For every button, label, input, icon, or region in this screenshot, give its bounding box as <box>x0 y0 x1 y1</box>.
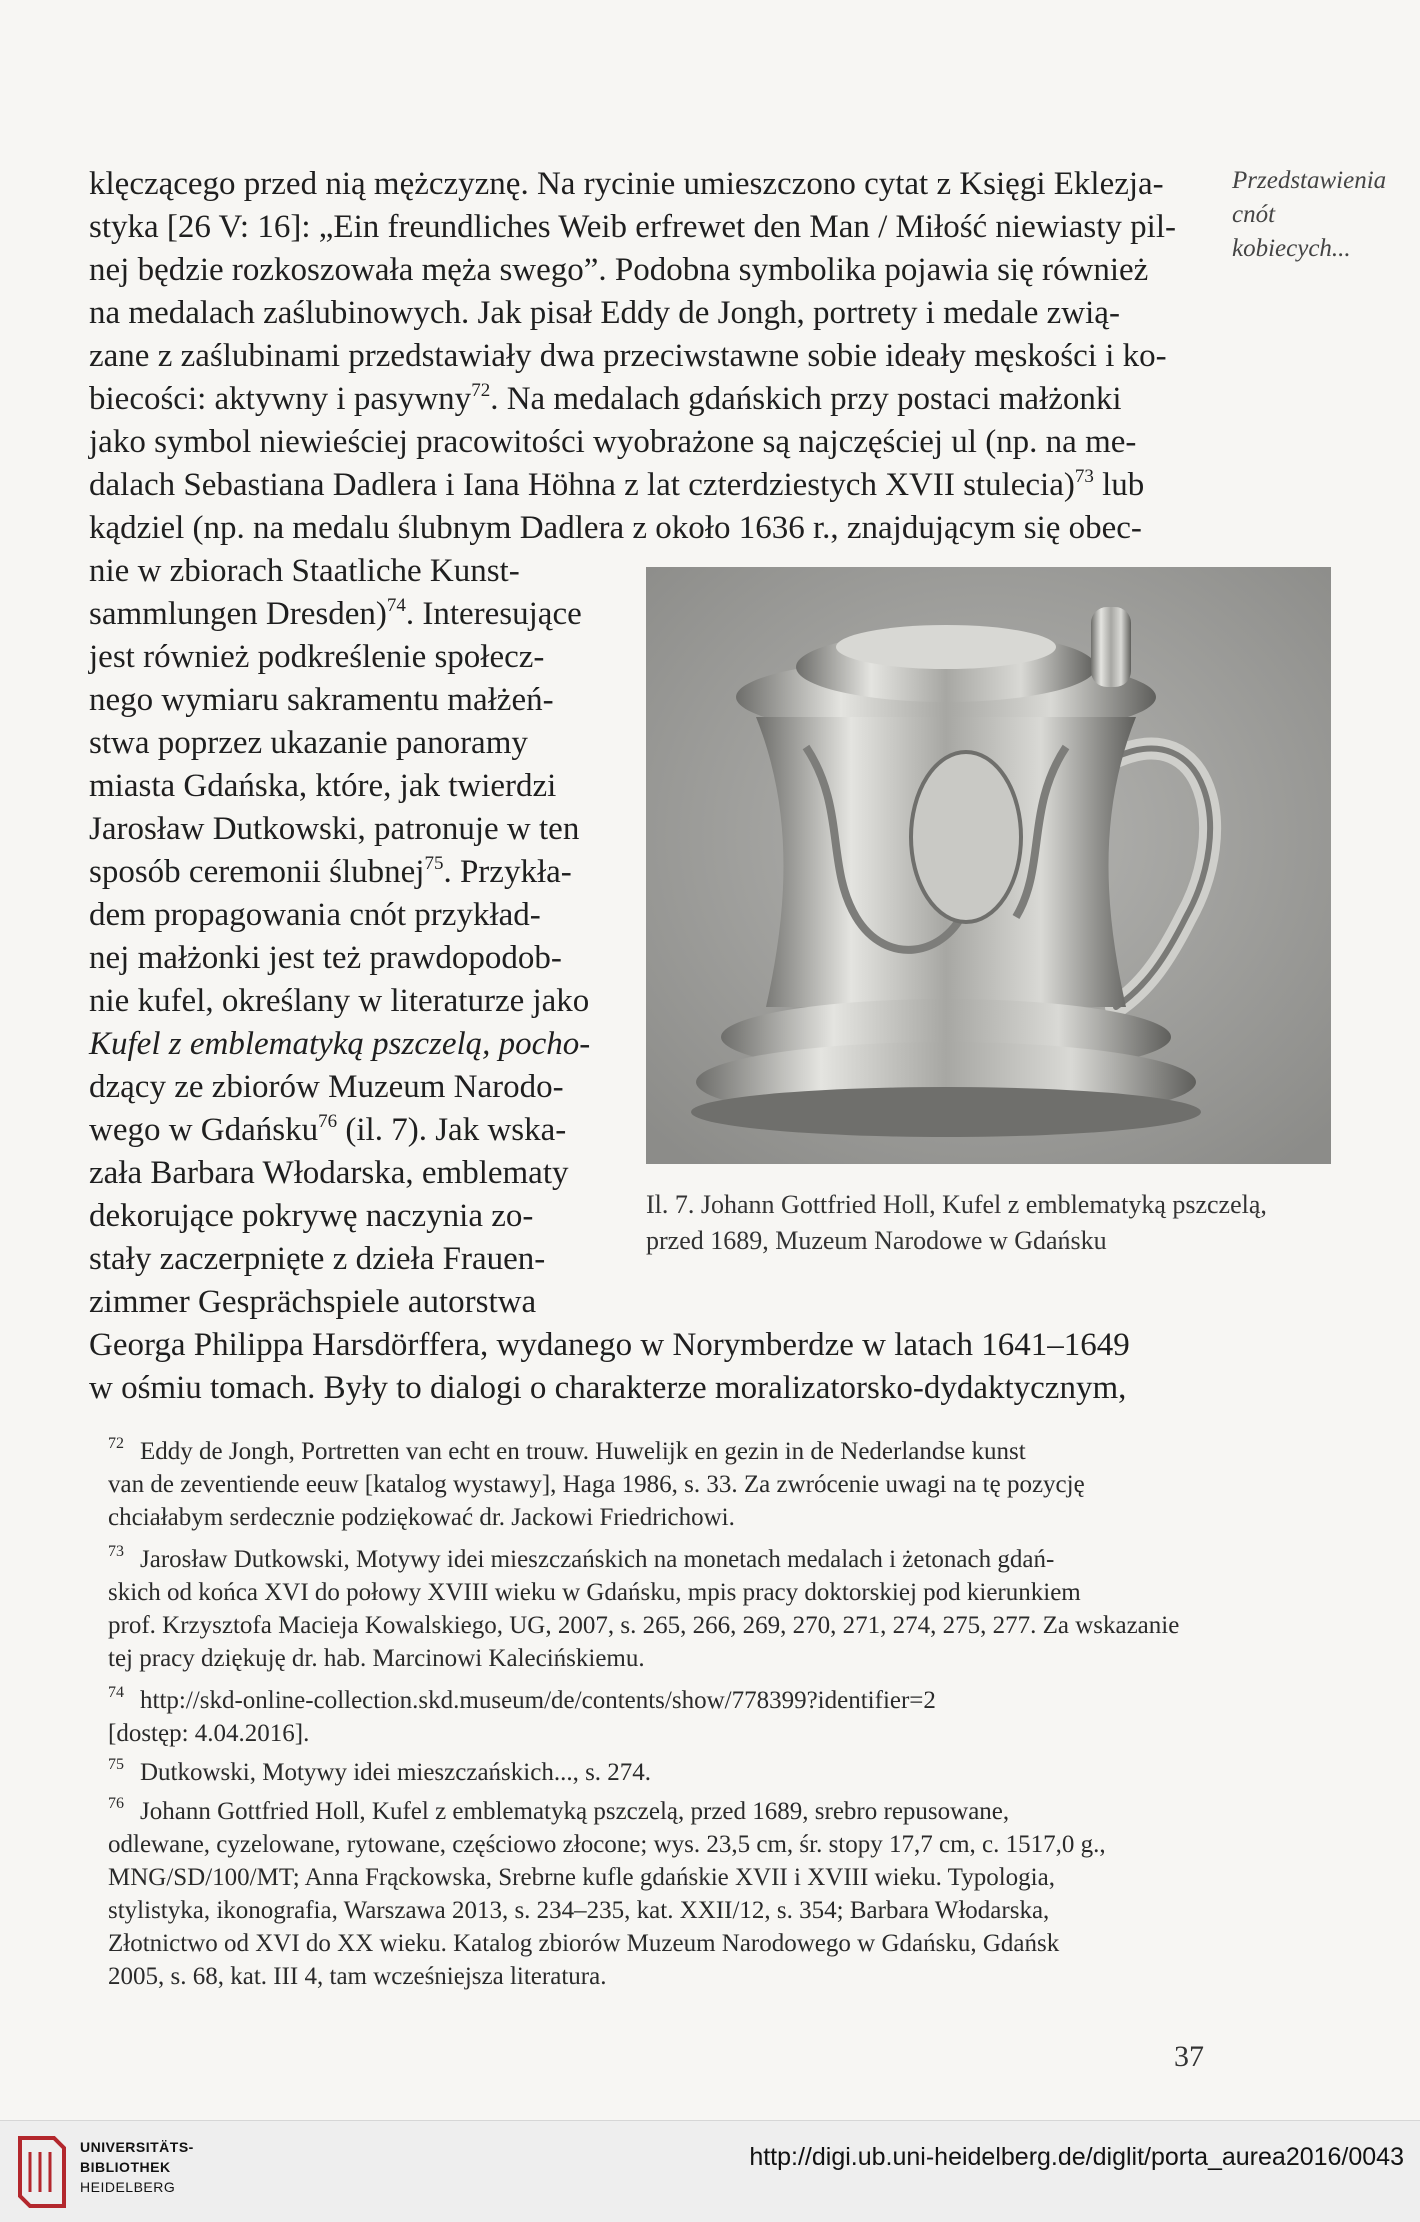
footnote-number: 76 <box>108 1795 124 1812</box>
body-line: wego w Gdańsku$^{76}$ (il. 7). Jak wska- <box>89 1111 567 1148</box>
margin-note-line: kobiecych... <box>1232 235 1351 262</box>
body-line: zimmer Gesprächspiele autorstwa <box>89 1284 537 1320</box>
footnote-line: van de zeventiende eeuw [katalog wystawy], Haga 1986, s. 33. Za zwrócenie uwagi na tę pozycję <box>108 1471 1085 1498</box>
figure-caption <box>646 1187 1346 1259</box>
body-line: w ośmiu tomach. Były to dialogi o charakterze moralizatorsko-dydaktycznym, <box>89 1370 1127 1406</box>
footnote <box>108 1684 936 1718</box>
footnote-ref[interactable]: 74 <box>386 595 406 616</box>
footnote: $^{75}$ Dutkowski, Motywy idei mieszczańskich..., s. 274. <box>108 1756 652 1786</box>
library-name-line: UNIVERSITÄTS- <box>80 2139 194 2155</box>
footnote-line: prof. Krzysztofa Macieja Kowalskiego, UG, 2007, s. 265, 266, 269, 270, 271, 274, 275, 277. Za wskazanie <box>108 1612 1180 1639</box>
footnote: $^{72}$ Eddy de Jongh, Portretten van echt en trouw. Huwelijk en gezin in de Nederlandse kunst <box>108 1435 1026 1465</box>
footnote-number: 74 <box>108 1684 124 1701</box>
library-name[interactable] <box>80 2137 194 2197</box>
body-line: klęczącego przed nią mężczyznę. Na rycinie umieszczono cytat z Księgi Eklezja- <box>89 166 1164 202</box>
footnote-ref[interactable]: 72 <box>471 380 491 401</box>
margin-note-line: Przedstawienia <box>1232 167 1387 194</box>
body-line: jest również podkreślenie społecz- <box>89 639 545 675</box>
body-line: Kufel z emblematyką pszczelą, pocho- <box>89 1026 591 1062</box>
footnote-line: Złotnictwo od XVI do XX wieku. Katalog zbiorów Muzeum Narodowego w Gdańsku, Gdańsk <box>108 1930 1060 1957</box>
caption-line: Il. 7. Johann Gottfried Holl, Kufel z emblematyką pszczelą, <box>646 1190 1267 1219</box>
body-line: nej małżonki jest też prawdopodob- <box>89 940 562 976</box>
library-name-line: BIBLIOTHEK <box>80 2159 171 2175</box>
body-line: nej będzie rozkoszowała męża swego”. Podobna symbolika pojawia się również <box>89 252 1149 288</box>
body-line: nego wymiaru sakramentu małżeń- <box>89 682 554 718</box>
footnote-number: 72 <box>108 1435 124 1452</box>
library-logo-icon[interactable] <box>14 2132 70 2212</box>
footnote-line: tej pracy dziękuję dr. hab. Marcinowi Kalecińskiemu. <box>108 1645 645 1672</box>
footnote-ref[interactable]: 73 <box>1074 466 1094 487</box>
body-line: zała Barbara Włodarska, emblematy <box>89 1155 569 1191</box>
body-line: dem propagowania cnót przykład- <box>89 897 541 933</box>
page-url-link[interactable]: http://digi.ub.uni-heidelberg.de/diglit/porta_aurea2016/0043 <box>749 2143 1404 2171</box>
body-line: dalach Sebastiana Dadlera i Iana Höhna z lat czterdziestych XVII stulecia)$^{73}$ lub <box>89 466 1145 503</box>
caption-line: przed 1689, Muzeum Narodowe w Gdańsku <box>646 1226 1107 1255</box>
footnote-line: chciałabym serdecznie podziękować dr. Jackowi Friedrichowi. <box>108 1504 735 1531</box>
body-line: sposób ceremonii ślubnej$^{75}$. Przykła- <box>89 853 572 890</box>
body-line: zane z zaślubinami przedstawiały dwa przeciwstawne sobie ideały męskości i ko- <box>89 338 1167 374</box>
margin-note <box>1232 164 1402 266</box>
footnote-ref[interactable]: 75 <box>424 853 444 874</box>
tankard-illustration <box>646 567 1331 1164</box>
footnote-url[interactable]: http://skd-online-collection.skd.museum/de/contents/show/778399?identifier=2 <box>140 1687 936 1714</box>
body-line: dekorujące pokrywę naczynia zo- <box>89 1198 534 1234</box>
body-line: nie w zbiorach Staatliche Kunst- <box>89 553 520 589</box>
body-line: stały zaczerpnięte z dzieła Frauen- <box>89 1241 546 1277</box>
footnote-number: 75 <box>108 1756 124 1773</box>
body-line: jako symbol niewieściej pracowitości wyobrażone są najczęściej ul (np. na me- <box>89 424 1137 460</box>
footnote: $^{73}$ Jarosław Dutkowski, Motywy idei mieszczańskich na monetach medalach i żetonach gdań- <box>108 1543 1055 1573</box>
margin-note-line: cnót <box>1232 201 1276 228</box>
footnote-number: 73 <box>108 1543 124 1560</box>
page-number: 37 <box>1174 2040 1204 2073</box>
footnote-line: [dostęp: 4.04.2016]. <box>108 1720 310 1747</box>
body-line: biecości: aktywny i pasywny$^{72}$. Na medalach gdańskich przy postaci małżonki <box>89 380 1122 417</box>
body-line: styka [26 V: 16]: „Ein freundliches Weib erfrewet den Man / Miłość niewiasty pil- <box>89 209 1176 245</box>
body-line: dzący ze zbiorów Muzeum Narodo- <box>89 1069 564 1105</box>
body-line: na medalach zaślubinowych. Jak pisał Eddy de Jongh, portrety i medale zwią- <box>89 295 1120 331</box>
footnote-line: 2005, s. 68, kat. III 4, tam wcześniejsza literatura. <box>108 1963 607 1990</box>
body-line: nie kufel, określany w literaturze jako <box>89 983 590 1019</box>
footnote-line: skich od końca XVI do połowy XVIII wieku w Gdańsku, mpis pracy doktorskiej pod kierunkiem <box>108 1579 1081 1606</box>
footnote: $^{76}$ Johann Gottfried Holl, Kufel z emblematyką pszczelą, przed 1689, srebro repusowane, <box>108 1795 1010 1825</box>
library-name-line: HEIDELBERG <box>80 2179 176 2195</box>
body-line: kądziel (np. na medalu ślubnym Dadlera z około 1636 r., znajdującym się obec- <box>89 510 1142 546</box>
footnote-line: MNG/SD/100/MT; Anna Frąckowska, Srebrne kufle gdańskie XVII i XVIII wieku. Typologia, <box>108 1864 1055 1891</box>
footnote-ref[interactable]: 76 <box>318 1111 338 1132</box>
footnote-line: odlewane, cyzelowane, rytowane, częściowo złocone; wys. 23,5 cm, śr. stopy 17,7 cm, c. 1517,0 g., <box>108 1831 1106 1858</box>
body-line: Georga Philippa Harsdörffera, wydanego w Norymberdze w latach 1641–1649 <box>89 1327 1130 1363</box>
figure-tankard-photo <box>646 567 1331 1164</box>
body-line: Jarosław Dutkowski, patronuje w ten <box>89 811 580 847</box>
body-line: miasta Gdańska, które, jak twierdzi <box>89 768 557 804</box>
body-line: sammlungen Dresden)$^{74}$. Interesujące <box>89 595 582 632</box>
footnote-line: stylistyka, ikonografia, Warszawa 2013, s. 234–235, kat. XXII/12, s. 354; Barbara Włodarska, <box>108 1897 1050 1924</box>
body-line: stwa poprzez ukazanie panoramy <box>89 725 528 761</box>
